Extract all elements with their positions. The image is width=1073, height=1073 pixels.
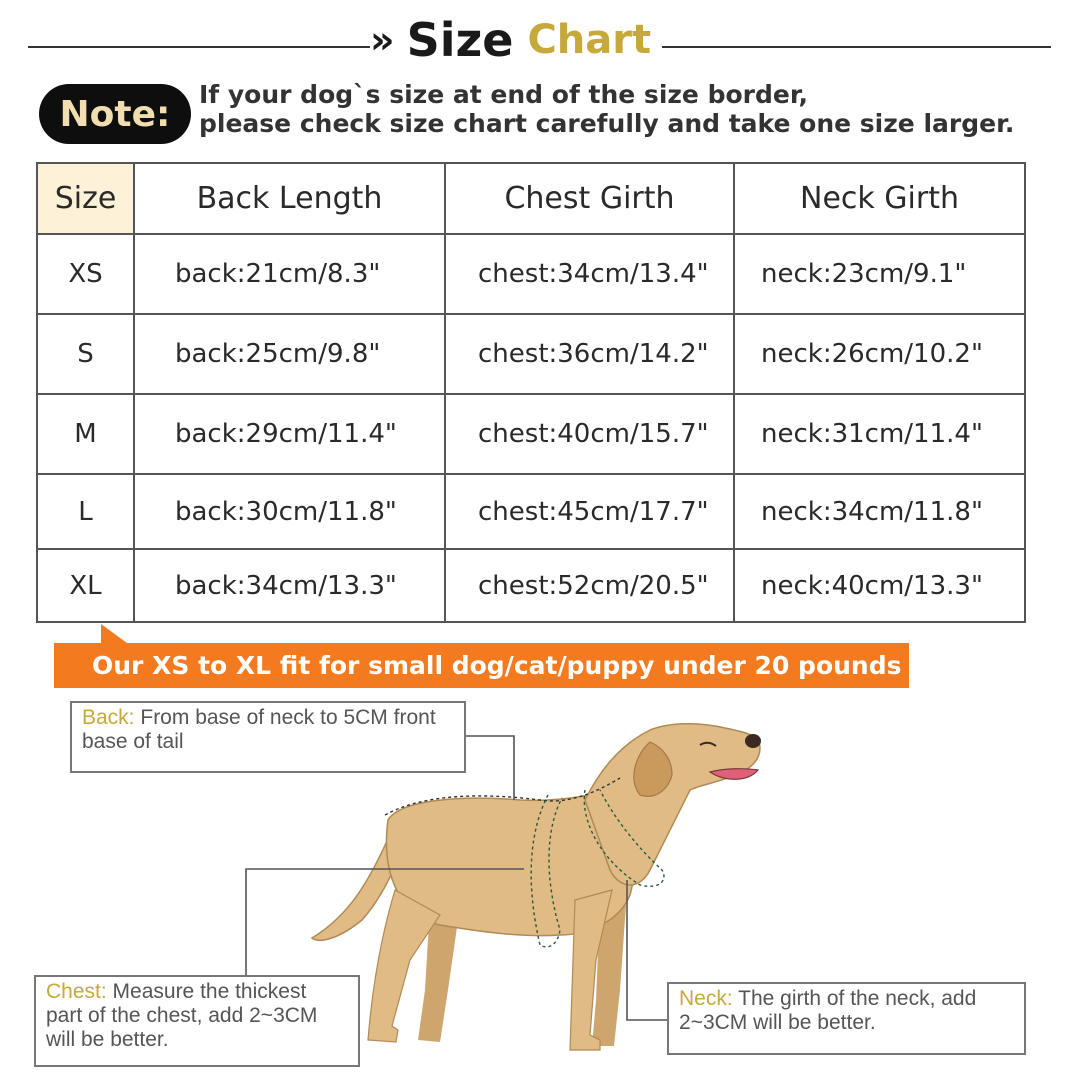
cell-back: back:34cm/13.3" — [134, 549, 445, 622]
table-row — [37, 234, 1025, 314]
cell-size: XS — [37, 234, 134, 314]
table-row — [37, 314, 1025, 394]
cell-size: XL — [37, 549, 134, 622]
chest-callout-label: Chest: — [46, 980, 107, 1003]
cell-chest: chest:36cm/14.2" — [445, 314, 734, 394]
title-word-chart: Chart — [527, 17, 652, 63]
cell-size: M — [37, 394, 134, 474]
page-title — [370, 10, 651, 70]
neck-callout-text: The girth of the neck, add 2~3CM will be better. — [679, 987, 977, 1034]
title-rule-left — [28, 46, 370, 48]
back-callout — [70, 701, 466, 773]
neck-callout-label: Neck: — [679, 987, 733, 1010]
back-callout-text: From base of neck to 5CM front base of tail — [82, 706, 436, 753]
table-row — [37, 394, 1025, 474]
note-text — [199, 80, 1059, 138]
cell-chest: chest:52cm/20.5" — [445, 549, 734, 622]
header-neck-girth: Neck Girth — [734, 163, 1025, 234]
double-chevron-icon: » — [370, 18, 389, 62]
cell-neck: neck:34cm/11.8" — [734, 474, 1025, 549]
header-chest-girth: Chest Girth — [445, 163, 734, 234]
cell-chest: chest:45cm/17.7" — [445, 474, 734, 549]
cell-chest: chest:40cm/15.7" — [445, 394, 734, 474]
banner-pointer — [101, 624, 127, 643]
note-line-2: please check size chart carefully and take one size larger. — [199, 109, 1015, 138]
table-header-row — [37, 163, 1025, 234]
fit-banner: Our XS to XL fit for small dog/cat/puppy under 20 pounds — [54, 643, 909, 688]
chest-callout — [34, 975, 360, 1067]
table-row — [37, 474, 1025, 549]
title-word-size: Size — [406, 13, 514, 67]
neck-callout — [667, 982, 1026, 1055]
note-badge: Note: — [39, 84, 191, 144]
cell-back: back:29cm/11.4" — [134, 394, 445, 474]
size-table — [36, 162, 1026, 623]
note-line-1: If your dog`s size at end of the size border, — [199, 80, 808, 109]
table-row — [37, 549, 1025, 622]
cell-back: back:25cm/9.8" — [134, 314, 445, 394]
cell-chest: chest:34cm/13.4" — [445, 234, 734, 314]
cell-neck: neck:31cm/11.4" — [734, 394, 1025, 474]
header-size: Size — [37, 163, 134, 234]
cell-neck: neck:40cm/13.3" — [734, 549, 1025, 622]
chest-callout-text: Measure the thickest part of the chest, add 2~3CM will be better. — [46, 980, 318, 1051]
back-callout-label: Back: — [82, 706, 135, 729]
cell-back: back:30cm/11.8" — [134, 474, 445, 549]
cell-size: L — [37, 474, 134, 549]
cell-neck: neck:23cm/9.1" — [734, 234, 1025, 314]
header-back-length: Back Length — [134, 163, 445, 234]
cell-neck: neck:26cm/10.2" — [734, 314, 1025, 394]
title-rule-right — [662, 46, 1051, 48]
cell-size: S — [37, 314, 134, 394]
cell-back: back:21cm/8.3" — [134, 234, 445, 314]
